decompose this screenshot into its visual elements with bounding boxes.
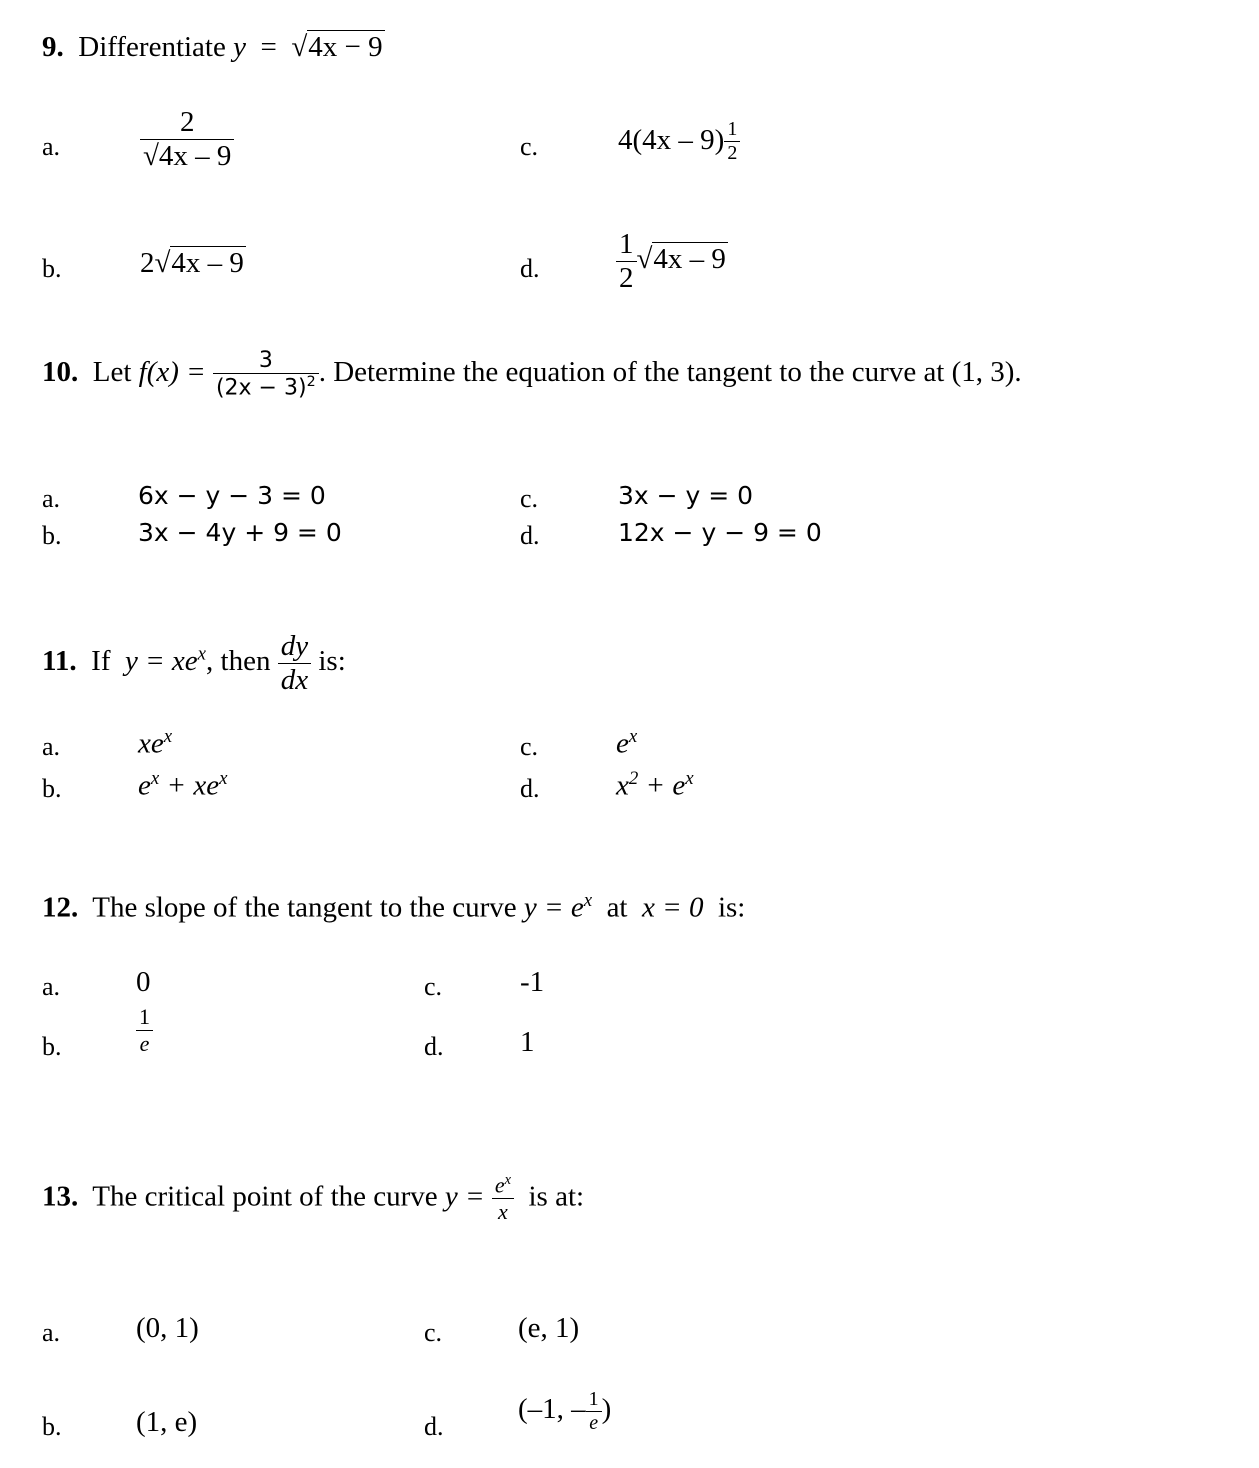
option-a[interactable] [140,106,234,173]
option-label-b: b. [42,1412,62,1441]
math-sqrt: √4x – 9 [636,243,726,276]
math-derivative: $\frac{dy}{dx}$ [278,630,311,697]
option-a[interactable]: 0 [136,966,151,998]
math-fraction: $\frac{1}{e}$ [586,1388,602,1435]
math-function: f(x) = [138,355,206,388]
math-fraction: $\frac{2}{√4x - 9}$ [140,106,234,173]
option-label-d: d. [424,1032,444,1061]
question-number: 10. [42,355,79,388]
option-c[interactable]: 4(4x – 9) $\frac{1}{2}$ [618,124,740,165]
option-a[interactable]: $xe^x$ [138,726,173,760]
option-label-c: c. [520,484,539,513]
math-sqrt: √4x − 9 [291,31,383,63]
option-a[interactable]: (0, 1) [136,1312,199,1344]
question-10-stem: 10. Let f(x) = $\frac{3}{(2x - 3)^2}$ . Determine the equation of the tangent to the curve at (1, 3). [42,348,1022,401]
option-label-a: a. [42,1318,61,1347]
option-label-d: d. [520,254,540,283]
option-label-c: c. [520,132,539,161]
math-sqrt: √4x – 9 [154,247,244,279]
math-fraction: $\frac{1}{2}$ [616,228,637,295]
option-b[interactable]: 3x − 4y + 9 = 0 [138,518,342,547]
math-variable: y [233,31,246,63]
option-label-c: c. [424,1318,443,1347]
option-b[interactable] [136,1004,153,1057]
option-label-d: d. [424,1412,444,1441]
math-equals: = [260,31,277,63]
option-c[interactable]: $e^x$ [616,726,638,760]
option-label-c: c. [424,972,443,1001]
option-label-b: b. [42,521,62,550]
math-fraction: $\frac{e^x}{x}$ [492,1172,514,1225]
math-fraction: $\frac{1}{e}$ [136,1004,153,1057]
question-13-stem: 13. The critical point of the curve y = $\frac{e^x}{x}$ is at: [42,1172,585,1225]
option-label-d: d. [520,774,540,803]
option-b[interactable]: $e^x + xe^x$ [138,768,228,802]
option-label-b: b. [42,774,62,803]
option-label-d: d. [520,521,540,550]
option-d[interactable]: 12x − y − 9 = 0 [618,518,822,547]
math-fraction: $\frac{3}{(2x - 3)^2}$ [213,348,319,400]
question-number: 13. [42,1180,79,1213]
question-number: 11. [42,645,77,678]
question-11-stem: 11. If $y = xe^x$, then $\frac{dy}{dx}$ is: [42,630,346,696]
question-12-stem: 12. The slope of the tangent to the curve $y = e^x$ at x = 0 is: [42,890,746,924]
option-label-a: a. [42,132,61,161]
question-number: 9. [42,31,64,63]
option-d[interactable]: 1 [520,1026,535,1058]
option-label-b: b. [42,254,62,283]
option-c[interactable]: (e, 1) [518,1312,580,1344]
question-number: 12. [42,891,79,924]
question-9-stem [42,30,385,64]
option-c[interactable]: -1 [520,966,545,998]
option-a[interactable]: 6x − y − 3 = 0 [138,481,326,510]
option-d[interactable] [616,228,728,295]
question-prompt: Differentiate [78,31,226,63]
option-c[interactable]: 3x − y = 0 [618,481,754,510]
option-label-a: a. [42,972,61,1001]
option-label-a: a. [42,484,61,513]
option-d[interactable]: (–1, – $\frac{1}{e}$ ) [518,1388,612,1434]
option-label-b: b. [42,1032,62,1061]
math-exponent: $\frac{1}{2}$ [724,118,740,165]
option-label-c: c. [520,732,539,761]
option-d[interactable]: $x^2 + e^x$ [616,768,694,802]
option-b[interactable]: (1, e) [136,1406,198,1438]
option-b[interactable]: 2√4x – 9 [140,247,244,279]
option-label-a: a. [42,732,61,761]
